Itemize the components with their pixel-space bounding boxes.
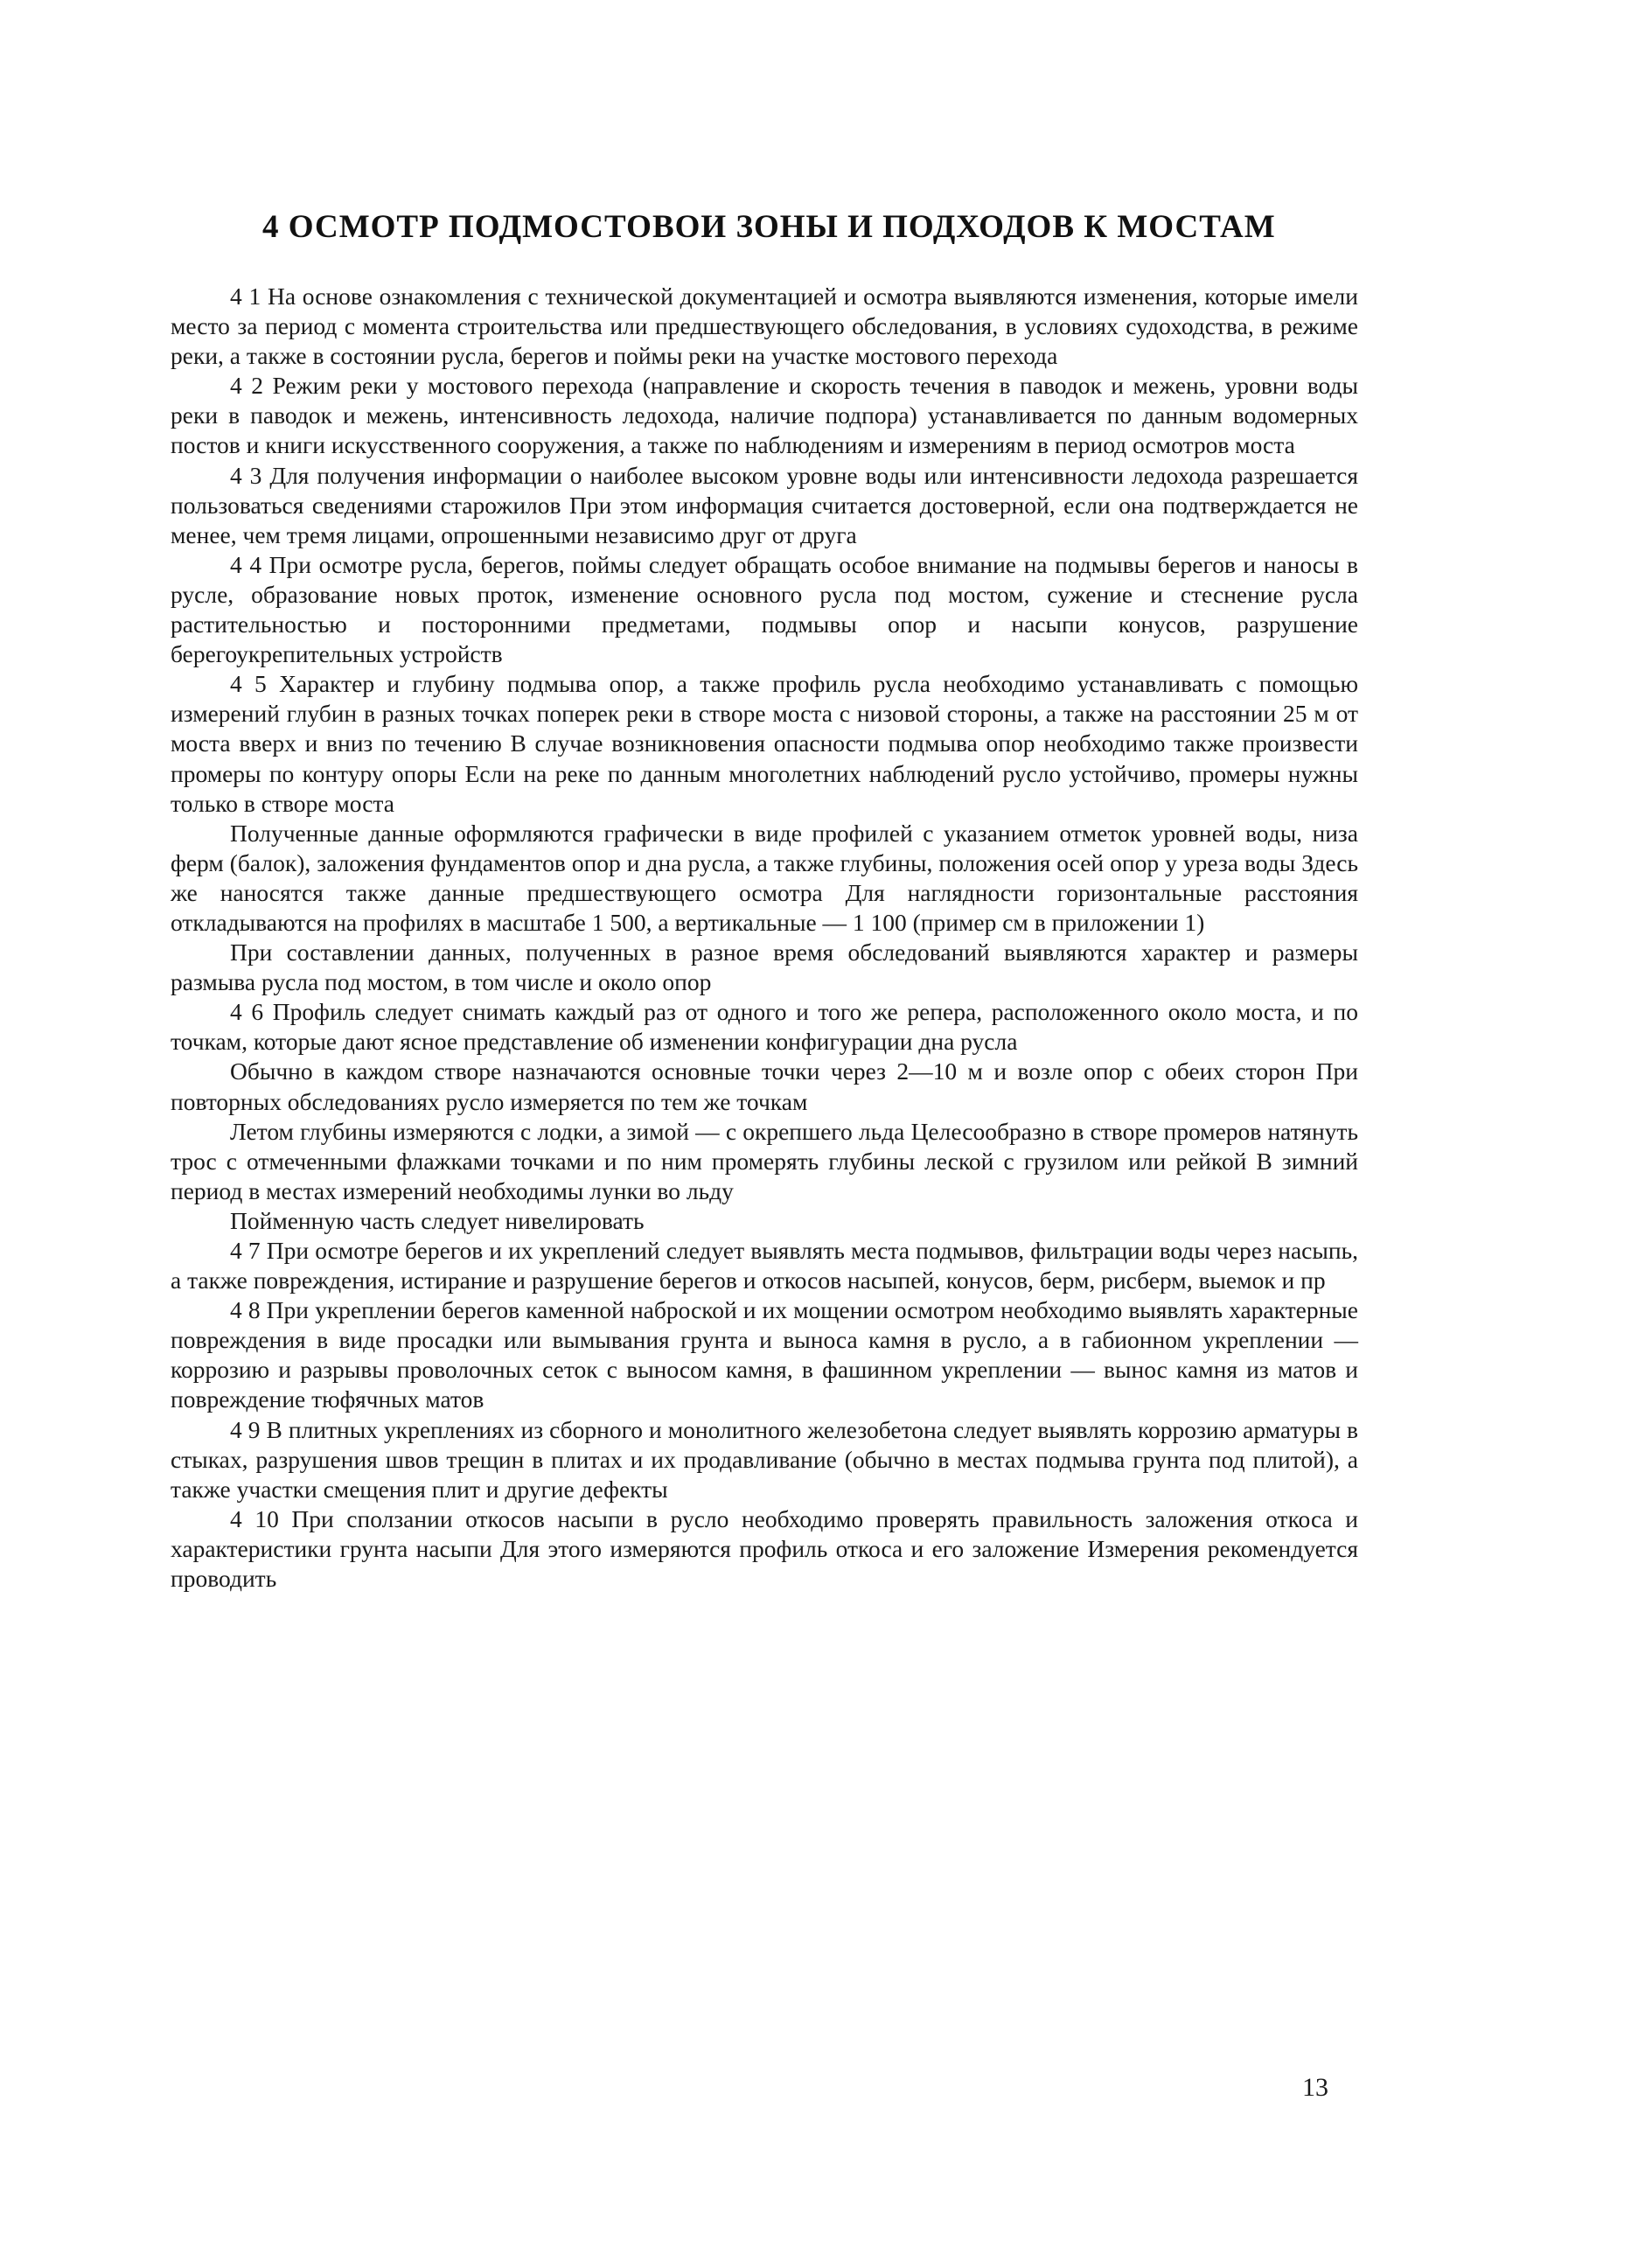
page-number: 13 — [1302, 2073, 1328, 2102]
paragraph-4-10: 4 10 При сползании откосов насыпи в русло необходимо проверять правильность заложения откоса и характеристики грунта насыпи Для этого измеряются профиль откоса и его заложение Измерения рекомендуется проводить — [171, 1504, 1358, 1593]
paragraph-4-6-floodplain: Пойменную часть следует нивелировать — [230, 1206, 645, 1234]
body-text — [171, 282, 1358, 1594]
paragraph-4-6-measurement: Летом глубины измеряются с лодки, а зимой — с окрепшего льда Целесообразно в створе промеров натянуть трос с отмеченными флажками точками и по ним промерять глубины леской с грузилом или рейкой В зимний период в местах измерений необходимы лунки во льду — [171, 1117, 1358, 1204]
paragraph-4-4: 4 4 При осмотре русла, берегов, поймы следует обращать особое внимание на подмывы берегов и наносы в русле, образование новых проток, изменение основного русла под мостом, сужение и стеснение русла растительностью и посторонними предметами, подмывы опор и насыпи конусов, разрушение берегоукрепительных устройств — [171, 550, 1358, 668]
paragraph-4-5: 4 5 Характер и глубину подмыва опор, а также профиль русла необходимо устанавливать с помощью измерений глубин в разных точках поперек реки в створе моста с низовой стороны, а также на расстоянии 25 м от моста вверх и вниз по течению В случае возникновения опасности подмыва опор необходимо также произвести промеры по контуру опоры Если на реке по данным многолетних наблюдений русло устойчиво, промеры нужны только в створе моста — [171, 670, 1358, 817]
paragraph-4-8: 4 8 При укреплении берегов каменной наброской и их мощении осмотром необходимо выявлять характерные повреждения в виде просадки или вымывания грунта и выноса камня в русло, а в габионном укреплении — коррозию и разрывы проволочных сеток с выносом камня, в фашинном укреплении — вынос камня из матов и повреждение тюфячных матов — [171, 1296, 1358, 1413]
paragraph-4-5-comparison: При составлении данных, полученных в разное время обследований выявляются характер и размеры размыва русла под мостом, в том числе и около опор — [171, 939, 1358, 996]
paragraph-4-2: 4 2 Режим реки у мостового перехода (направление и скорость течения в паводок и межень, уровни воды реки в паводок и межень, интенсивность ледохода, наличие подпора) устанавливается по данным водомерных постов и книги искусственного сооружения, а также по наблюдениям и измерениям в период осмотров моста — [171, 372, 1358, 459]
paragraph-4-1: 4 1 На основе ознакомления с технической документацией и осмотра выявляются изменения, которые имели место за период с момента строительства или предшествующего обследования, в условиях судоходства, в режиме реки, а также в состоянии русла, берегов и поймы реки на участке мостового перехода — [171, 283, 1358, 370]
paragraph-4-7: 4 7 При осмотре берегов и их укреплений следует выявлять места подмывов, фильтрации воды через насыпь, а также повреждения, истирание и разрушение берегов и откосов насыпей, конусов, берм, рисберм, выемок и пр — [171, 1237, 1358, 1295]
paragraph-4-5-profiles: Полученные данные оформляются графически в виде профилей с указанием отметок уровней воды, низа ферм (балок), заложения фундаментов опор и дна русла, а также глубины, положения осей опор у уреза воды Здесь же наносятся также данные предшествующего осмотра Для наглядности горизонтальные расстояния откладываются на профилях в масштабе 1 500, а вертикальные — 1 100 (пример см в приложении 1) — [171, 819, 1358, 936]
paragraph-4-3: 4 3 Для получения информации о наиболее высоком уровне воды или интенсивности ледохода разрешается пользоваться сведениями старожилов При этом информация считается достоверной, если она подтверждается не менее, чем тремя лицами, опрошенными независимо друг от друга — [171, 461, 1358, 548]
paragraph-4-6: 4 6 Профиль следует снимать каждый раз от одного и того же репера, расположенного около моста, и по точкам, которые дают ясное представление об изменении конфигурации дна русла — [171, 998, 1358, 1056]
paragraph-4-9: 4 9 В плитных укреплениях из сборного и монолитного железобетона следует выявлять коррозию арматуры в стыках, разрушения швов трещин в плитах и их продавливание (обычно в местах подмыва грунта под плитой), а также участки смещения плит и другие дефекты — [171, 1415, 1358, 1503]
section-title: 4 ОСМОТР ПОДМОСТОВОИ ЗОНЫ И ПОДХОДОВ К МОСТАМ — [262, 209, 1276, 245]
paragraph-4-6-points: Обычно в каждом створе назначаются основные точки через 2—10 м и возле опор с обеих сторон При повторных обследованиях русло измеряется по тем же точкам — [171, 1057, 1358, 1115]
